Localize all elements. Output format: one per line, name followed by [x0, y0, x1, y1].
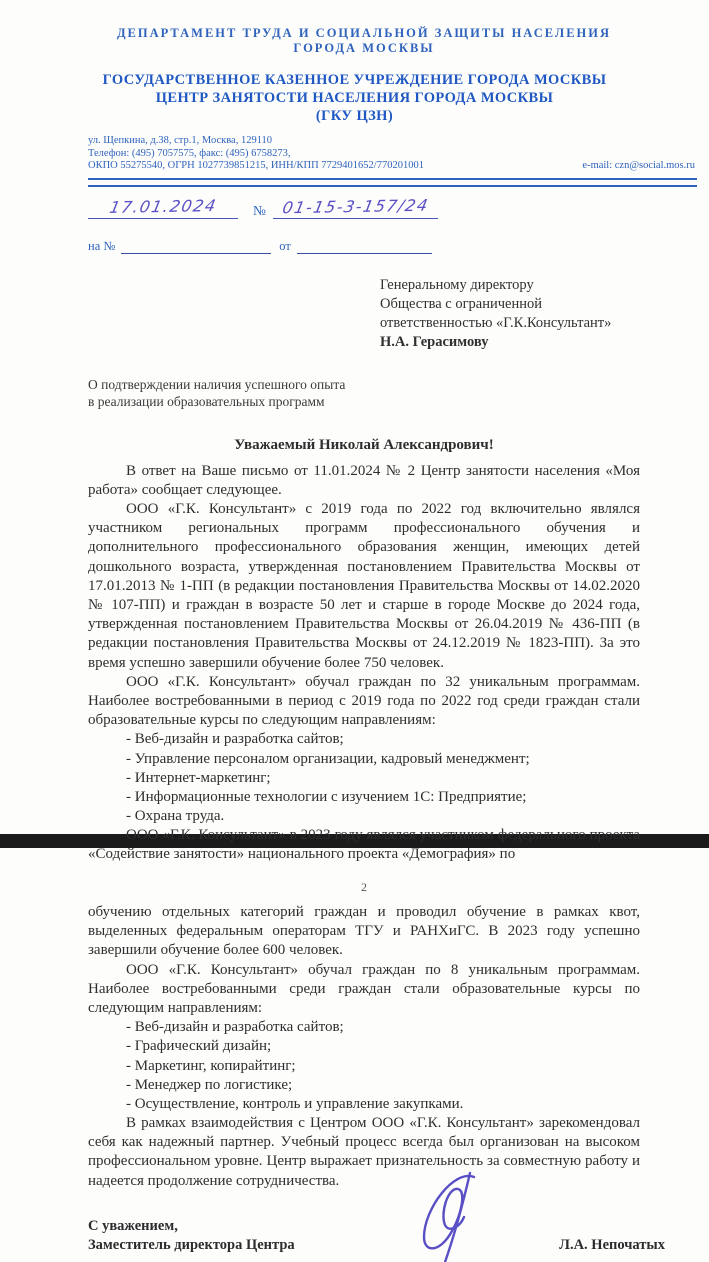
addressee-line: Общества с ограниченной — [380, 296, 543, 313]
subject-line-1: О подтверждении наличия успешного опыта — [88, 376, 346, 392]
body-paragraph: - Управление персоналом организации, кадровый менеджмент; — [126, 750, 530, 767]
date-field — [88, 197, 238, 219]
page1-body — [88, 462, 640, 865]
department-line-2: ГОРОДА МОСКВЫ — [293, 41, 435, 56]
institution-header — [20, 71, 689, 125]
page2-body — [88, 903, 640, 1191]
closing-regards: С уважением, — [88, 1217, 178, 1234]
institution-line-2: ЦЕНТР ЗАНЯТОСТИ НАСЕЛЕНИЯ ГОРОДА МОСКВЫ — [155, 89, 554, 106]
addressee-line: Генеральному директору — [380, 277, 534, 294]
subject-line-2: в реализации образовательных программ — [88, 394, 325, 410]
reference-row — [88, 197, 709, 227]
addressee-block — [380, 276, 709, 351]
contact-block — [88, 135, 695, 173]
subject-block — [88, 376, 709, 411]
page-number: 2 — [361, 880, 367, 894]
body-paragraph: - Интернет-маркетинг; — [126, 769, 271, 786]
number-sign: № — [253, 203, 266, 219]
contact-phone: Телефон: (495) 7057575, факс: (495) 6758273, — [88, 147, 291, 159]
addressee-name: Н.А. Герасимову — [380, 333, 489, 350]
contact-email: e-mail: czn@social.mos.ru — [582, 160, 695, 172]
body-paragraph: ООО «Г.К. Консультант» в 2023 году являлся участником федерального проекта «Содействие занятости» национального проекта «Демография» по — [88, 827, 640, 863]
na-no-label: на № — [88, 239, 116, 254]
department-header — [88, 26, 640, 57]
outgoing-number-field — [273, 197, 438, 219]
department-line-1: ДЕПАРТАМЕНТ ТРУДА И СОЦИАЛЬНОЙ ЗАЩИТЫ НАСЕЛЕНИЯ — [116, 26, 612, 40]
salutation: Уважаемый Николай Александрович! — [234, 436, 494, 453]
body-paragraph: - Осуществление, контроль и управление закупками. — [126, 1095, 464, 1112]
body-paragraph: В рамках взаимодействия с Центром ООО «Г.К. Консультант» зарекомендовал себя как надежный партнер. Учебный процесс всегда был организован на высоком профессиональном уровне. Центр выражает признательность за совместную работу и надеется продолжение сотрудничества. — [88, 1115, 640, 1189]
letterhead-divider — [88, 178, 697, 187]
body-paragraph: ООО «Г.К. Консультант» с 2019 года по 2022 год включительно являлся участником региональных программ профессионального обучения и дополнительного профессионального образования женщин, имеющих детей дошкольного возраста, утвержденная постановлением Правительства Москвы от 17.01.2013 № 1-ПП (в редакции постановления Правительства Москвы от 14.02.2020 № 107-ПП) и граждан в возрасте 50 лет и старше в городе Москве до 2024 года, утвержденная постановлением Правительства Москвы от 26.04.2019 № 436-ПП (в редакции постановления Правительства Москвы от 24.12.2019 № 1823-ПП). За это время успешно завершили обучение более 750 человек. — [88, 501, 640, 671]
institution-abbreviation: (ГКУ ЦЗН) — [315, 107, 394, 124]
handwritten-signature-icon — [410, 1169, 500, 1262]
body-paragraph: - Веб-дизайн и разработка сайтов; — [126, 1019, 344, 1036]
letter-page-1 — [0, 26, 709, 863]
body-paragraph: - Менеджер по логистике; — [126, 1076, 293, 1093]
reply-reference-row — [88, 239, 709, 254]
signer-position: Заместитель директора Центра — [88, 1237, 295, 1254]
body-paragraph: В ответ на Ваше письмо от 11.01.2024 № 2 Центр занятости населения «Моя работа» сообщает следующее. — [88, 462, 640, 498]
body-paragraph: ООО «Г.К. Консультант» обучал граждан по 8 уникальным программам. Наиболее востребованными среди граждан стали образовательные курсы по следующим направлениям: — [88, 961, 640, 1016]
body-paragraph: - Информационные технологии с изучением 1С: Предприятие; — [126, 788, 527, 805]
ot-label: от — [279, 239, 291, 254]
closing-block — [88, 1217, 665, 1256]
contact-codes: ОКПО 55275540, ОГРН 1027739851215, ИНН/КПП 7729401652/770201001 — [88, 160, 424, 172]
addressee-line: ответственностью «Г.К.Консультант» — [380, 314, 612, 331]
reply-date-blank — [297, 241, 432, 254]
reply-number-blank — [121, 241, 271, 254]
handwritten-date: 17.01.2024 — [107, 196, 219, 218]
handwritten-number: 01-15-3-157/24 — [280, 195, 431, 218]
body-paragraph: - Графический дизайн; — [126, 1038, 272, 1055]
institution-line-1: ГОСУДАРСТВЕННОЕ КАЗЕННОЕ УЧРЕЖДЕНИЕ ГОРОДА МОСКВЫ — [102, 71, 607, 88]
body-paragraph: - Охрана труда. — [126, 808, 225, 825]
letter-page-2 — [0, 880, 709, 1262]
body-paragraph: обучению отдельных категорий граждан и проводил обучение в рамках квот, выделенных федеральным операторам ТГУ и РАНХиГС. В 2023 году успешно завершили обучение более 600 человек. — [88, 904, 640, 959]
signer-title — [88, 1217, 295, 1256]
body-paragraph: - Маркетинг, копирайтинг; — [126, 1057, 296, 1074]
body-paragraph: ООО «Г.К. Консультант» обучал граждан по 32 уникальным программам. Наиболее востребованными в период с 2019 года по 2022 год среди граждан стали образовательные курсы по следующим направлениям: — [88, 673, 640, 729]
signer-name: Л.А. Непочатых — [559, 1237, 665, 1254]
contact-address: ул. Щепкина, д.38, стр.1, Москва, 129110 — [88, 134, 273, 146]
body-paragraph: - Веб-дизайн и разработка сайтов; — [126, 731, 344, 748]
